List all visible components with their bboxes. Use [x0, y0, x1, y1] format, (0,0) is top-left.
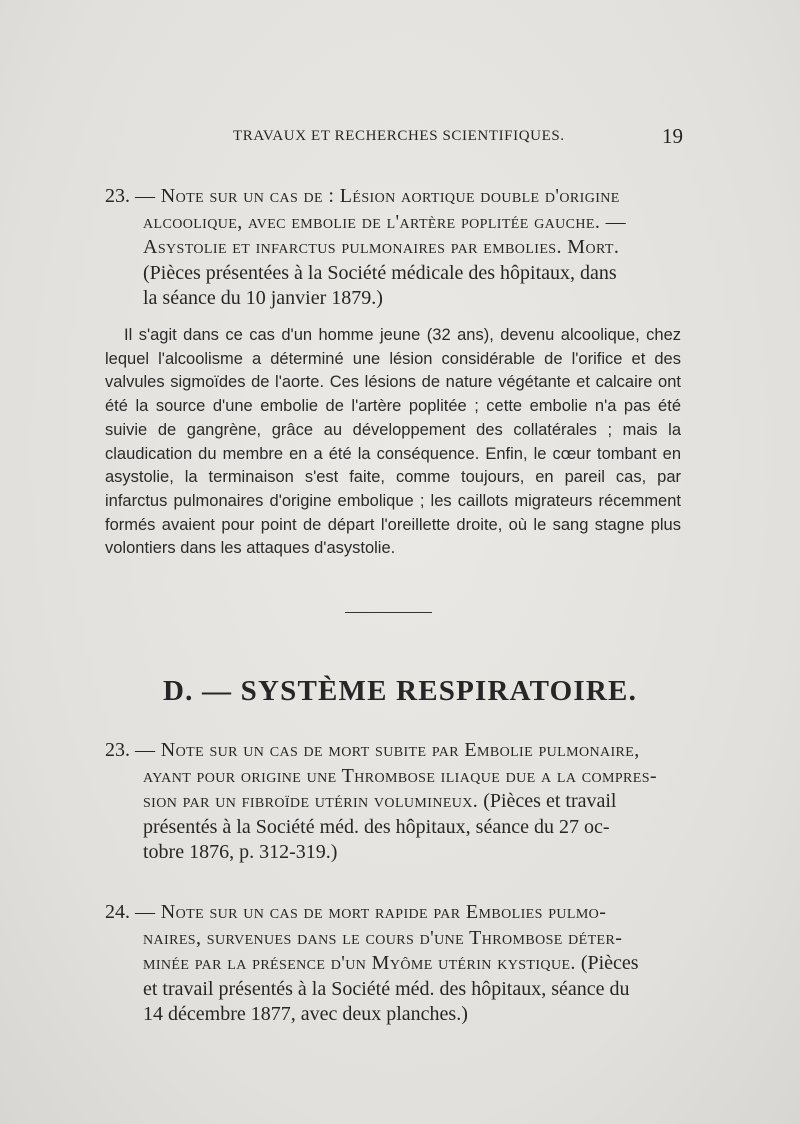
entry-title-line: — Note sur un cas de : Lésion aortique double d'origine: [135, 185, 620, 207]
entry-citation-line: (Pièces présentées à la Société médicale des hôpitaux, dans: [143, 261, 617, 284]
running-title: TRAVAUX ET RECHERCHES SCIENTIFIQUES.: [233, 128, 565, 144]
entry-number: 23.: [105, 185, 130, 207]
entry-citation-line: 14 décembre 1877, avec deux planches.): [143, 1003, 468, 1025]
entry-title-line: sion par un fibroïde utérin volumineux.: [143, 790, 479, 812]
entry-title-line: — Note sur un cas de mort subite par Embolie pulmonaire,: [135, 739, 640, 761]
entry-title: [105, 184, 679, 210]
entry-rapid-death: [105, 900, 679, 1028]
entry-number: 23.: [105, 739, 130, 761]
entry-title-line: Asystolie et infarctus pulmonaires par embolies. Mort.: [143, 236, 620, 258]
entry-title-continued: [105, 926, 679, 1028]
entry-mixed-line: [143, 951, 679, 977]
entry-pulmonary-embolism: [105, 738, 679, 866]
entry-title-continued: [105, 764, 679, 866]
entry-citation-line: la séance du 10 janvier 1879.): [143, 287, 383, 309]
entry-citation-line: présentés à la Société méd. des hôpitaux, séance du 27 oc-: [143, 815, 610, 838]
entry-title-line: ayant pour origine une Thrombose iliaque due a la compres-: [143, 764, 657, 787]
entry-title-line: alcoolique, avec embolie de l'artère poplitée gauche. —: [143, 210, 627, 233]
running-head: [105, 124, 683, 152]
summary-paragraph: Il s'agit dans ce cas d'un homme jeune (32 ans), devenu alcoolique, chez lequel l'alcoolisme a déterminé une lésion considérable de l'orifice et des valvules sigmoïdes de l'aorte. Ces lésions de nature végétante et calcaire ont été la source d'une embolie de l'artère poplitée ; cette embolie n'a pas été suivie de gangrène, grâce au développement des collatérales ; mais la claudication du membre en a été la conséquence. Enfin, le cœur tombant en asystolie, la terminaison s'est faite, comme toujours, en pareil cas, par infarctus pulmonaires d'origine embolique ; les caillots migrateurs récemment formés avaient pour point de départ l'oreillette droite, où le sang stagne plus volontiers dans les attaques d'asystolie.: [105, 326, 681, 558]
page-number: 19: [662, 124, 683, 148]
entry-citation-line: (Pièces et travail: [483, 790, 617, 812]
entry-aortic-lesion: [105, 184, 679, 312]
entry-citation-line: et travail présentés à la Société méd. des hôpitaux, séance du: [143, 977, 630, 1000]
entry-title-line: — Note sur un cas de mort rapide par Embolies pulmo-: [135, 901, 607, 923]
entry-title-continued: [105, 210, 679, 312]
section-divider: [345, 612, 432, 613]
entry-title: [105, 738, 679, 764]
entry-title-line: naires, survenues dans le cours d'une Thrombose déter-: [143, 926, 623, 949]
entry-title: [105, 900, 679, 926]
entry-citation-line: tobre 1876, p. 312-319.): [143, 841, 338, 863]
entry-citation-line: (Pièces: [580, 952, 639, 974]
section-heading: D. — SYSTÈME RESPIRATOIRE.: [162, 675, 638, 707]
entry-number: 24.: [105, 901, 130, 923]
entry-title-line: minée par la présence d'un Myôme utérin kystique.: [143, 952, 576, 974]
entry-mixed-line: [143, 789, 679, 815]
